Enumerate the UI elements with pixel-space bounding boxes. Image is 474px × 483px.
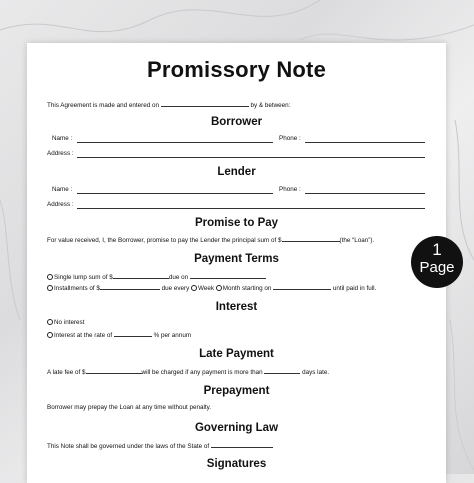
no-interest-label: No interest: [54, 319, 85, 326]
installments-due-label: due every: [161, 285, 190, 292]
payment-terms-heading: Payment Terms: [194, 253, 279, 265]
document-title: Promissory Note: [146, 57, 327, 82]
late-payment-heading: Late Payment: [199, 348, 274, 360]
borrower-name-blank[interactable]: [77, 142, 273, 143]
late-fee-blank[interactable]: [86, 367, 142, 374]
governing-law-line: [47, 441, 273, 451]
no-interest-radio[interactable]: [47, 319, 53, 325]
payment-option-lump: [47, 272, 266, 282]
promise-text: For value received, I, the Borrower, promise to pay the Lender the principal sum of $: [47, 237, 282, 244]
late-payment-line: [47, 367, 329, 377]
installments-radio[interactable]: [47, 285, 53, 291]
installments-label: Installments of $: [54, 285, 100, 292]
borrower-address-blank[interactable]: [77, 157, 425, 158]
intro-suffix: by & between:: [250, 102, 291, 109]
installments-blank[interactable]: [100, 283, 160, 290]
governing-law-heading: Governing Law: [194, 422, 279, 434]
promissory-note-page: [27, 43, 446, 483]
state-blank[interactable]: [211, 441, 273, 448]
borrower-heading: Borrower: [210, 116, 263, 128]
prepayment-text: Borrower may prepay the Loan at any time without penalty.: [47, 404, 212, 411]
lump-sum-label: Single lump sum of $: [54, 274, 113, 281]
governing-law-text: This Note shall be governed under the laws of the State of: [47, 443, 210, 450]
borrower-name-label: Name :: [52, 135, 73, 142]
date-blank[interactable]: [161, 100, 249, 107]
principal-blank[interactable]: [282, 235, 340, 242]
interest-option-rate: [47, 330, 191, 340]
week-label: Week: [198, 285, 214, 292]
promise-line: [47, 235, 374, 245]
prepayment-heading: Prepayment: [203, 385, 270, 397]
borrower-address-label: Address :: [47, 150, 74, 157]
week-radio[interactable]: [191, 285, 197, 291]
month-radio[interactable]: [216, 285, 222, 291]
interest-rate-label: Interest at the rate of: [54, 332, 113, 339]
lender-name-label: Name :: [52, 186, 73, 193]
late-fee-mid: will be charged if any payment is more than: [141, 369, 263, 376]
interest-rate-radio[interactable]: [47, 332, 53, 338]
installments-suffix: until paid in full.: [332, 285, 377, 292]
late-fee-suffix: days late.: [302, 369, 330, 376]
lender-name-blank[interactable]: [77, 193, 273, 194]
lump-due-blank[interactable]: [190, 272, 266, 279]
signatures-heading: Signatures: [206, 458, 267, 470]
late-fee-prefix: A late fee of $: [47, 369, 86, 376]
lender-heading: Lender: [217, 166, 256, 178]
lender-address-label: Address :: [47, 201, 74, 208]
interest-option-none: [47, 319, 84, 327]
intro-prefix: This Agreement is made and entered on: [47, 102, 160, 109]
promise-suffix: (the “Loan”).: [339, 237, 375, 244]
lender-address-blank[interactable]: [77, 208, 425, 209]
borrower-phone-blank[interactable]: [305, 142, 425, 143]
lump-sum-radio[interactable]: [47, 274, 53, 280]
lender-phone-label: Phone :: [279, 186, 301, 193]
promise-heading: Promise to Pay: [194, 217, 279, 229]
interest-heading: Interest: [215, 301, 258, 313]
interest-rate-suffix: % per annum: [153, 332, 192, 339]
lender-phone-blank[interactable]: [305, 193, 425, 194]
page-count-badge: [411, 236, 463, 288]
borrower-phone-label: Phone :: [279, 135, 301, 142]
interest-rate-blank[interactable]: [114, 330, 152, 337]
lump-sum-blank[interactable]: [113, 272, 169, 279]
lump-due-label: due on: [168, 274, 189, 281]
page-count-number: 1: [432, 240, 442, 259]
page-count-label: Page: [419, 259, 455, 276]
month-label: Month starting on: [222, 285, 272, 292]
start-date-blank[interactable]: [273, 283, 331, 290]
late-days-blank[interactable]: [264, 367, 300, 374]
intro-line: [47, 100, 290, 110]
payment-option-installments: [47, 283, 376, 293]
